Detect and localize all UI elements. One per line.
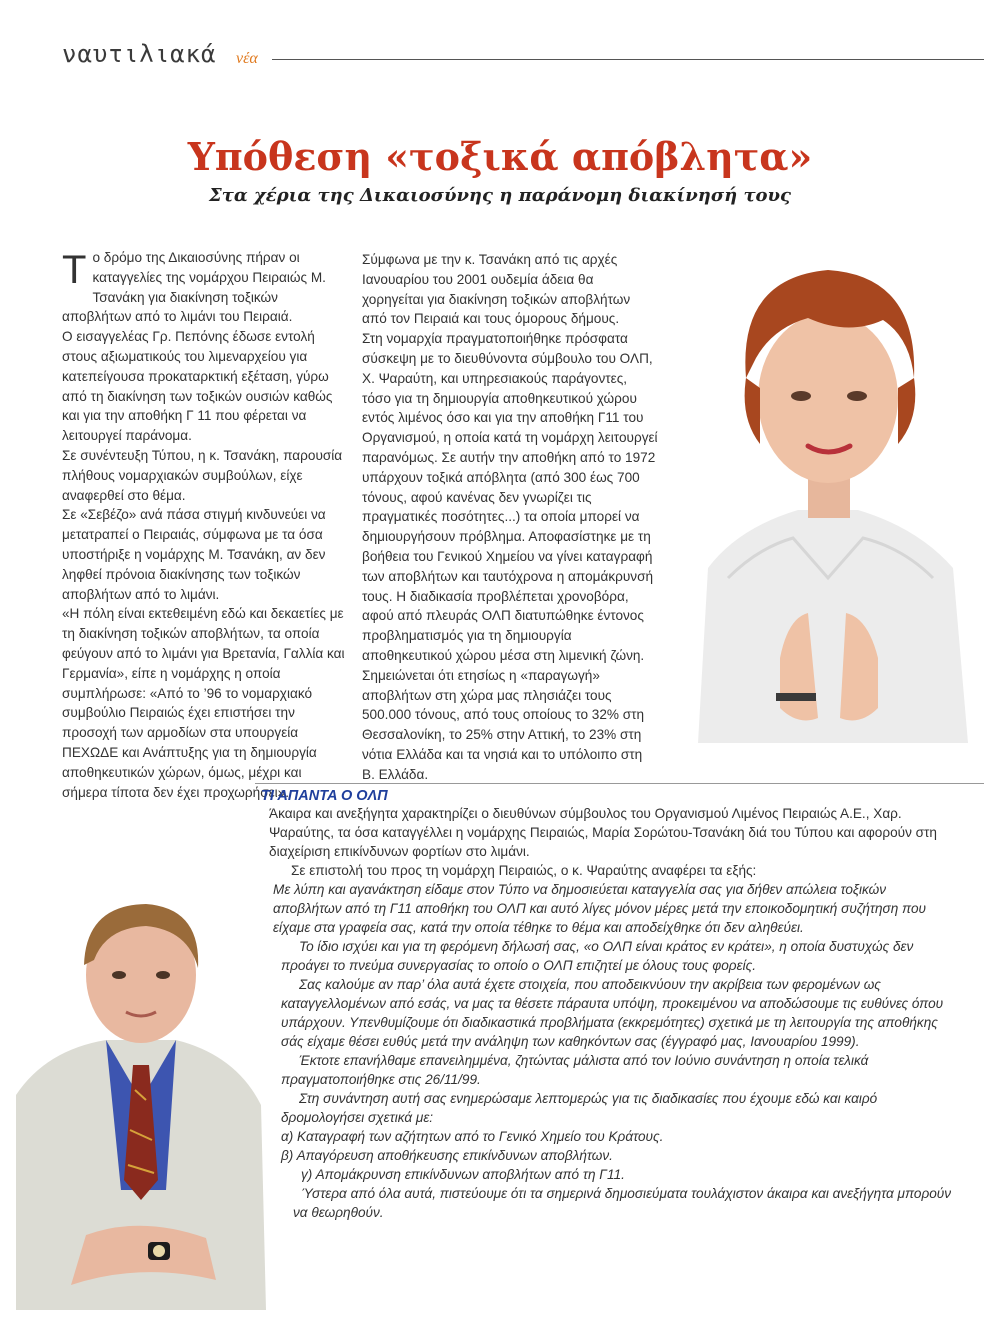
article-paragraph: Στη νομαρχία πραγματοποιήθηκε πρόσφατα σύσκεψη με το διευθύνοντα σύμβουλο του ΟΛΠ, Χ. Ψαραύτη, και υπηρεσιακούς παράγοντες, τόσο για τη δημιουργία αποθηκευτικού χώρου εντός λιμένος όσο και για την αποθήκη Γ11 του Οργανισμού, η οποία κατά τη νομάρχη λειτουργεί παρανόμως. Σε αυτήν την αποθήκη από το 1972 υπάρχουν τοξικά απόβλητα (από 300 έως 700 τόνους, αφού κανένας δεν γνωρίζει τις πραγματικές ποσότητες...) τα οποία μπορεί να δημιουργήσουν πρόβλημα. Αποφασίστηκε με τη βοήθεια του Γενικού Χημείου να γίνει καταγραφή των αποβλήτων και ταυτόχρονα η απομάκρυνσή τους. Η διαδικασία προβλέπεται χρονοβόρα, αφού από πλευράς ΟΛΠ διατυπώθηκε έντονος προβληματισμός για τη δημιουργία αποθηκευτικού χώρου μέσα στη λιμενική ζώνη. Σημειώνεται ότι ετησίως η «παραγωγή» αποβλήτων στη χώρα μας πλησιάζει τους 500.000 τόνους, από τους οποίους το 32% στη Θεσσαλονίκη, το 25% στην Αττική, το 23% στη νότια Ελλάδα και τα νησιά και το υπόλοιπο στη Β. Ελλάδα.	[362, 331, 658, 782]
article-column-1	[62, 248, 348, 802]
sidebar-heading: ΤΙ ΑΠΑΝΤΑ Ο ΟΛΠ	[261, 788, 388, 804]
letter-paragraph: Έκτοτε επανήλθαμε επανειλημμένα, ζητώντας μάλιστα από τον Ιούνιο συνάντηση η οποία τελικά πραγματοποιήθηκε στις 26/11/99.	[281, 1053, 869, 1087]
article-column-2	[362, 250, 658, 785]
list-item: γ) Απομάκρυνση επικίνδυνων αποβλήτων από τη Γ11.	[301, 1167, 625, 1182]
drop-cap: Τ	[62, 248, 87, 292]
article-paragraph: Το δρόμο της Δικαιοσύνης πήραν οι καταγγελίες της νομάρχου Πειραιώς Μ. Τσανάκη για διακίνηση τοξικών αποβλήτων από το λιμάνι του Πειραιά.	[62, 248, 326, 325]
article-paragraph: Ο εισαγγελέας Γρ. Πεπόνης έδωσε εντολή στους αξιωματικούς του λιμεναρχείου για κατεπείγουσα προκαταρκτική εξέταση, γύρω από τη διακίνηση των τοξικών ουσιών καθώς και για την αποθήκη Γ 11 που φέρεται να λειτουργεί παράνομα.	[62, 329, 333, 444]
sidebar-rule	[255, 783, 984, 784]
photo-olp-director-portrait	[16, 890, 274, 1310]
list-item: α) Καταγραφή των αζήτητων από το Γενικό Χημείο του Κράτους.	[281, 1129, 664, 1144]
olp-response-box	[257, 804, 957, 1222]
section-brand-subtitle: νέα	[236, 50, 258, 67]
section-brand: ναυτιλιακά	[62, 40, 217, 68]
letter-paragraph: Το ίδιο ισχύει και για τη φερόμενη δήλωσή σας, «ο ΟΛΠ είναι κράτος εν κράτει», η οποία δυστυχώς δεν προάγει το πνεύμα συνεργασίας το οποίο ο ΟΛΠ επιζητεί με όλους τους φορείς.	[281, 939, 914, 973]
letter-paragraph: Με λύπη και αγανάκτηση είδαμε στον Τύπο να δημοσιεύεται καταγγελία σας για δήθεν απώλεια τοξικών αποβλήτων από τη Γ11 αποθήκη του ΟΛΠ και αυτό λίγες μόνον μέρες μετά την εποικοδομητική συζήτηση που είχαμε στα γραφεία σας, κατά την οποία τέθηκε το θέμα και αποδείχθηκε ότι δεν αληθεύει.	[273, 882, 926, 935]
article-paragraph: «Η πόλη είναι εκτεθειμένη εδώ και δεκαετίες με τη διακίνηση τοξικών αποβλήτων, τα οποία φεύγουν από το λιμάνι για Βρετανία, Γαλλία και Γερμανία», είπε η νομάρχης η οποία συμπλήρωσε: «Από το ’96 το νομαρχιακό συμβούλιο Πειραιώς έχει επιστήσει την προσοχή των αρμοδίων στα υπουργεία ΠΕΧΩΔΕ και Ανάπτυξης για τη δημιουργία αποθηκευτικών χώρων, όμως, μέχρι και σήμερα τίποτα δεν έχει προχωρήσει».	[62, 606, 345, 800]
letter-closing: Ύστερα από όλα αυτά, πιστεύουμε ότι τα σημερινά δημοσιεύματα τουλάχιστον άκαιρα και ανεξήγητα μπορούν να θεωρηθούν.	[293, 1186, 952, 1220]
article-paragraph: Σε «Σεβέζο» ανά πάσα στιγμή κινδυνεύει να μετατραπεί ο Πειραιάς, σύμφωνα με τα όσα υποστήριξε η νομάρχης Μ. Τσανάκη, αν δεν ληφθεί πρόνοια διακίνησης των τοξικών αποβλήτων από το λιμάνι.	[62, 507, 326, 602]
article-paragraph: Σύμφωνα με την κ. Τσανάκη από τις αρχές Ιανουαρίου του 2001 ουδεμία άδεια θα χορηγείται για διακίνηση τοξικών αποβλήτων από τον Πειραιά και τους όμορους δήμους.	[362, 252, 631, 327]
list-item: β) Απαγόρευση αποθήκευσης επικίνδυνων αποβλήτων.	[281, 1148, 613, 1163]
article-subtitle: Στα χέρια της Δικαιοσύνης η παράνομη διακίνησή τους	[208, 185, 792, 206]
header-rule	[272, 59, 984, 60]
article-title: Υπόθεση «τοξικά απόβλητα»	[187, 134, 813, 179]
letter-paragraph: Σας καλούμε αν παρ’ όλα αυτά έχετε στοιχεία, που αποδεικνύουν την ακρίβεια των φερομένων ως καταγγελλομένων από εσάς, να μας τα θέσετε πάραυτα υπόψη, προκειμένου να αποδώσουμε τις ευθύνες όπου υπάρχουν. Υπενθυμίζουμε ότι διαδικαστικά προβλήματα (εκκρεμότητες) σχετικά με τη λειτουργία της αποθήκης σάς είχαμε θέσει ευθύς μετά την ανάληψη των καθηκόντων σας (έγγραφό μας, Ιανουαρίου 1999).	[281, 977, 944, 1049]
photo-nomarch-portrait	[668, 248, 988, 743]
sidebar-intro: Άκαιρα και ανεξήγητα χαρακτηρίζει ο διευθύνων σύμβουλος του Οργανισμού Λιμένος Πειραιώς Α.Ε., Χαρ. Ψαραύτης, τα όσα καταγγέλλει η νομάρχης Πειραιώς, Μαρία Σορώτου-Τσανάκη διά του Τύπου και αφορούν στη διαχείριση επικίνδυνων φορτίων στο λιμάνι.	[269, 806, 937, 859]
sidebar-paragraph: Σε επιστολή του προς τη νομάρχη Πειραιώς, ο κ. Ψαραύτης αναφέρει τα εξής:	[291, 863, 757, 878]
letter-paragraph: Στη συνάντηση αυτή σας ενημερώσαμε λεπτομερώς για τις διαδικασίες που έχουμε εδώ και καιρό δρομολογήσει σχετικά με:	[281, 1091, 878, 1125]
article-paragraph: Σε συνέντευξη Τύπου, η κ. Τσανάκη, παρουσία πλήθους νομαρχιακών συμβούλων, είχε αναφερθεί στο θέμα.	[62, 447, 343, 503]
